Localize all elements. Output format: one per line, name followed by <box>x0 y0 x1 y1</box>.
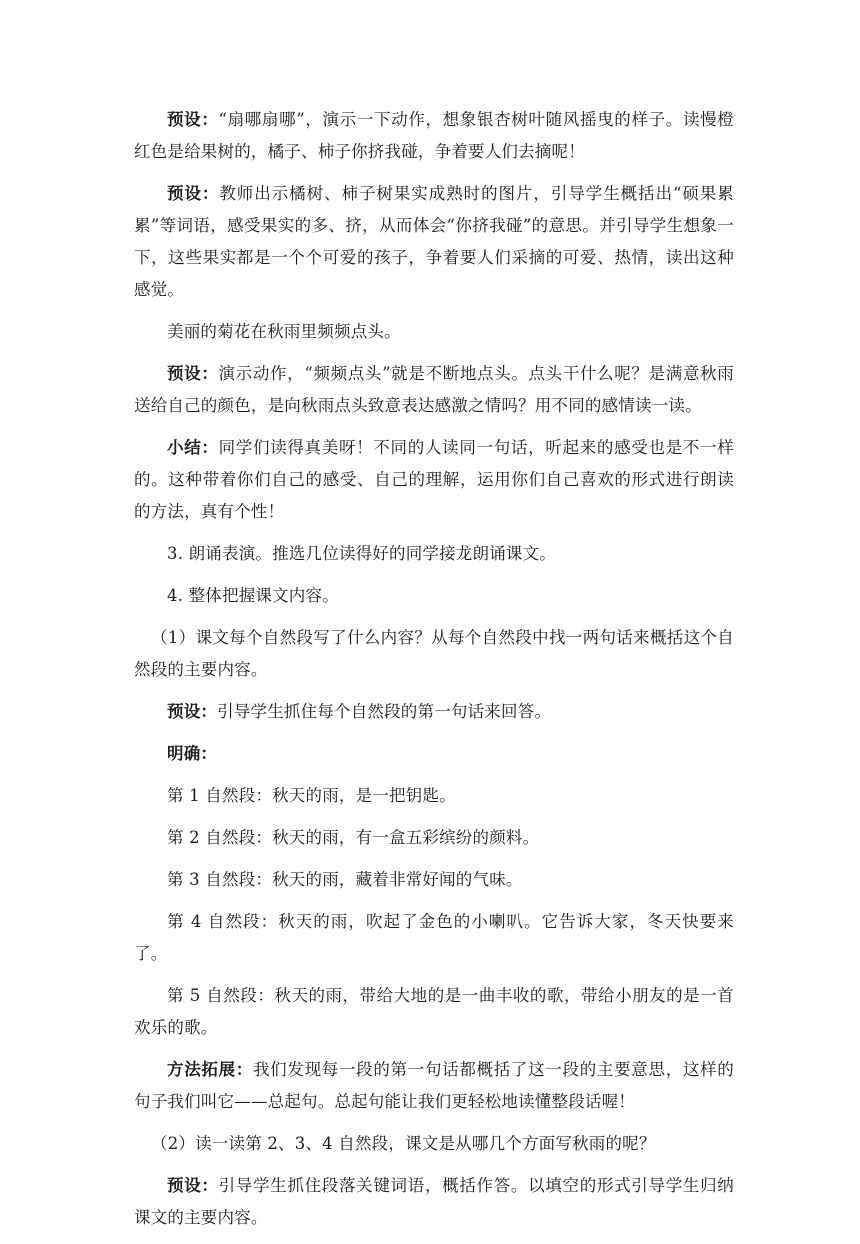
paragraph-method-extension <box>134 1054 734 1118</box>
summary-label: 小结： <box>167 438 219 457</box>
method-label: 方法拓展： <box>167 1060 253 1079</box>
paragraph-text: （1）课文每个自然段写了什么内容？从每个自然段中找一两句话来概括这个自然段的主要内容。 <box>134 628 734 679</box>
paragraph-text: 第 5 自然段：秋天的雨，带给大地的是一曲丰收的歌，带给小朋友的是一首欢乐的歌。 <box>134 986 734 1037</box>
paragraph-section-5 <box>134 980 734 1044</box>
preset-label: 预设： <box>167 184 220 203</box>
paragraph-question-2 <box>134 1128 734 1160</box>
paragraph-text: 我们发现每一段的第一句话都概括了这一段的主要意思，这样的句子我们叫它——总起句。总起句能让我们更轻松地读懂整段话喔！ <box>134 1060 734 1111</box>
preset-label: 预设： <box>167 110 219 129</box>
paragraph-preset-2 <box>134 178 734 306</box>
clarify-label: 明确： <box>167 744 218 763</box>
preset-label: 预设： <box>167 364 219 383</box>
paragraph-quote-chrysanthemum <box>134 316 734 348</box>
paragraph-preset-4 <box>134 696 734 728</box>
paragraph-text: （2）读一读第 2、3、4 自然段，课文是从哪几个方面写秋雨的呢？ <box>151 1134 656 1153</box>
paragraph-step-4 <box>134 580 734 612</box>
paragraph-question-1 <box>134 622 734 686</box>
preset-label: 预设： <box>167 702 218 721</box>
paragraph-preset-3 <box>134 358 734 422</box>
paragraph-text: 第 4 自然段：秋天的雨，吹起了金色的小喇叭。它告诉大家，冬天快要来了。 <box>134 912 734 963</box>
paragraph-text: “扇哪扇哪”，演示一下动作，想象银杏树叶随风摇曳的样子。读慢橙红色是给果树的，橘子、柿子你挤我碰，争着要人们去摘呢！ <box>134 110 734 161</box>
paragraph-section-3 <box>134 864 734 896</box>
paragraph-text: 引导学生抓住每个自然段的第一句话来回答。 <box>217 702 552 721</box>
paragraph-section-4 <box>134 906 734 970</box>
paragraph-text: 第 3 自然段：秋天的雨，藏着非常好闻的气味。 <box>167 870 523 889</box>
paragraph-text: 美丽的菊花在秋雨里频频点头。 <box>167 322 401 341</box>
paragraph-text: 教师出示橘树、柿子树果实成熟时的图片，引导学生概括出“硕果累累”等词语，感受果实的多、挤，从而体会“你挤我碰”的意思。并引导学生想象一下，这些果实都是一个个可爱的孩子，争着要人们采摘的可爱、热情，读出这种感觉。 <box>134 184 735 299</box>
document-body <box>134 104 734 1244</box>
paragraph-text: 引导学生抓住段落关键词语，概括作答。以填空的形式引导学生归纳课文的主要内容。 <box>134 1176 734 1227</box>
paragraph-summary <box>134 432 734 528</box>
preset-label: 预设： <box>167 1176 219 1195</box>
paragraph-section-2 <box>134 822 734 854</box>
paragraph-text: 同学们读得真美呀！不同的人读同一句话，听起来的感受也是不一样的。这种带着你们自己的感受、自己的理解，运用你们自己喜欢的形式进行朗读的方法，真有个性！ <box>134 438 734 521</box>
paragraph-text: 3. 朗诵表演。推选几位读得好的同学接龙朗诵课文。 <box>167 544 556 563</box>
paragraph-text: 第 1 自然段：秋天的雨，是一把钥匙。 <box>167 786 456 805</box>
paragraph-text: 第 2 自然段：秋天的雨，有一盒五彩缤纷的颜料。 <box>167 828 540 847</box>
paragraph-text: 演示动作，“频频点头”就是不断地点头。点头干什么呢？是满意秋雨送给自己的颜色，是向秋雨点头致意表达感激之情吗？用不同的感情读一读。 <box>134 364 734 415</box>
paragraph-clarify <box>134 738 734 770</box>
paragraph-section-1 <box>134 780 734 812</box>
paragraph-step-3 <box>134 538 734 570</box>
paragraph-preset-5 <box>134 1170 734 1234</box>
paragraph-text: 4. 整体把握课文内容。 <box>167 586 339 605</box>
paragraph-preset-1 <box>134 104 734 168</box>
